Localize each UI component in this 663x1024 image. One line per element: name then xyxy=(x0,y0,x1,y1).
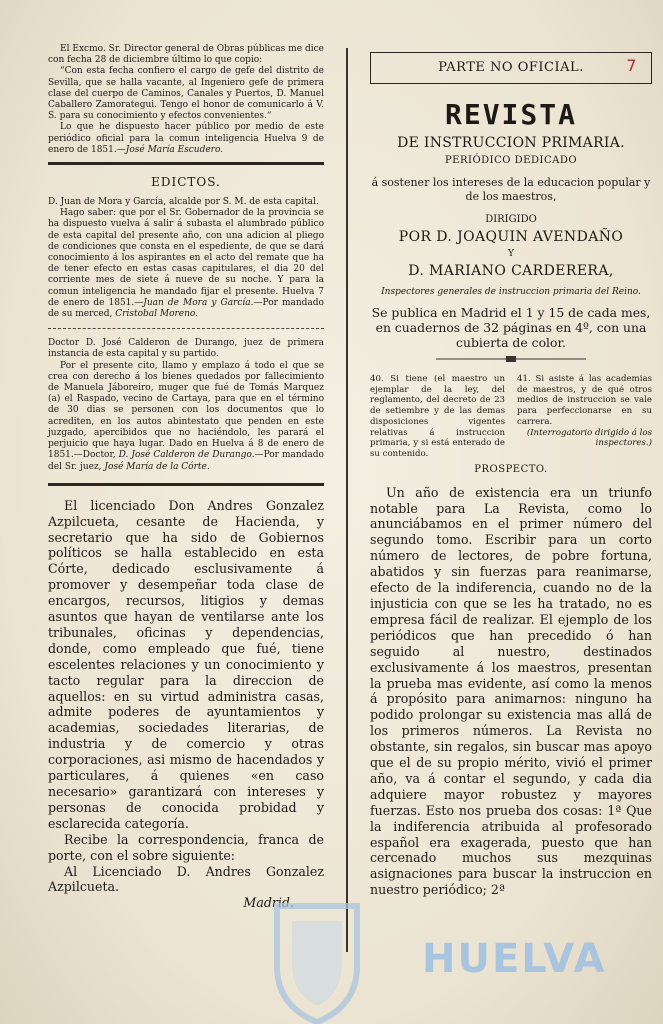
edicto-2 xyxy=(48,338,324,472)
inspectores-line: Inspectores generales de instruccion primaria del Reino. xyxy=(381,287,641,297)
signature: Cristobal Moreno. xyxy=(115,309,199,320)
rule xyxy=(48,162,324,165)
rule xyxy=(48,483,324,486)
prospecto-body: Un año de existencia era un triunfo notable para La Revista, como lo anunciábamos en el primer número del segundo tomo. Escribir para un corto número de lectores, de pobre fortuna, abatidos y sin fuerzas para reanimarse, efecto de la indiferencia, cuando no de la injusticia con que se les ha tratado, no es empresa fácil de realizar. El ejemplo de los periódicos que han precedido ó han seguido al nuestro, destinados exclusivamente á los maestros, presentan la prueba mas evidente, así como la menos á propósito para animarnos: ninguno ha podido prolongar su existencia mas allá de los primeros números. La Revista no obstante, sin regalos, sin buscar mas apoyo que el de su propio mérito, vivió el primer año, va á contar el segundo, y cada dia adquiere mayor robustez y mayores fuerzas. Esto nos prueba dos cosas: 1ª Que la indiferencia atribuida al profesorado español era exagerada, puesto que han cercenado muchos sus mezquinas asignaciones para buscar la instruccion en nuestro periódico; 2ª xyxy=(370,484,652,898)
prospecto-heading: PROSPECTO. xyxy=(474,463,548,475)
question-note: (Interrogatorio dirigido á los inspectores.) xyxy=(526,427,652,449)
editor-name: POR D. JOAQUIN AVENDAÑO xyxy=(398,229,624,245)
edicto-header: Doctor D. José Calderon de Durango, juez de primera instancia de esta capital y su partido. xyxy=(48,338,324,360)
oficio-paragraph: El Excmo. Sr. Director general de Obras públicas me dice con fecha 28 de diciembre último lo que copio: xyxy=(48,44,324,66)
left-column xyxy=(48,44,324,911)
anuncio-paragraph: Al Licenciado D. Andres Gonzalez Azpilcueta. xyxy=(48,863,324,895)
ornament-divider xyxy=(370,355,652,366)
signature: José María de la Córte. xyxy=(104,461,210,472)
parte-no-oficial-box xyxy=(370,52,652,84)
oficio-block xyxy=(48,44,324,156)
editor-name: D. MARIANO CARDERERA, xyxy=(408,263,614,279)
anuncio-paragraph: El licenciado Don Andres Gonzalez Azpilcueta, cesante de Hacienda, y secretario que ha sido de Gobiernos políticos se halla establecido en esta Córte, dedicado esclusivamente á promover y desempeñar toda clase de encargos, recursos, litigios y demas asuntos que hayan de ventilarse ante los tribunales, oficinas y dependencias, donde, como empleado que fué, tiene escelentes relaciones y un conocimiento y tacto regular para la direccion de aquellos: en su virtud administra casas, admite poderes de ayuntamientos y academias, sociedades literarias, de industria y de comercio y otras corporaciones, asi mismo de hacendados y particulares, á quienes «en caso necesario» garantizará con intereses y personas de conocida probidad y esclarecida categoría. xyxy=(48,497,324,831)
oficio-paragraph: Lo que he dispuesto hacer público por medio de este periódico oficial para la comun inteligencia Huelva 9 de enero de 1851.—José María Escudero. xyxy=(48,122,324,155)
edicto-header: D. Juan de Mora y García, alcalde por S. M. de esta capital. xyxy=(48,197,319,208)
edictos-heading: EDICTOS. xyxy=(151,175,221,190)
watermark-text: HUELVA xyxy=(422,936,607,982)
question-41: 41. Si asiste á las academias de maestros, y de qué otros medios de instruccion se vale para perfeccionarse en su carrera. (Interrogatorio dirigido á los inspectores.) xyxy=(517,374,652,449)
oficio-paragraph: “Con esta fecha confiero el cargo de gefe del distrito de Sevilla, que se halla vacante, al Ingeniero gefe de primera clase del cuerpo de Caminos, Canales y Puertos, D. Manuel Caballero Zamorategui. Tengo el honor de comunicarlo á V. S. para su conocimiento y efectos convenientes.“ xyxy=(48,66,324,122)
anuncio-paragraph: Recibe la correspondencia, franca de porte, con el sobre siguiente: xyxy=(48,831,324,863)
masthead-subtitle: DE INSTRUCCION PRIMARIA. xyxy=(397,135,625,151)
rule xyxy=(48,328,324,330)
right-column xyxy=(370,52,652,898)
ornament-icon xyxy=(436,355,586,363)
dedicado: PERIÓDICO DEDICADO xyxy=(444,155,578,166)
question-40: 40. Si tiene (el maestro un ejemplar de la ley, del reglamento, del decreto de 23 de setiembre y de las demas disposiciones vigentes relativas á instruccion primaria, y si está enterado de su contenido. xyxy=(370,374,505,459)
dirigido: DIRIGIDO xyxy=(485,214,537,225)
edicto-paragraph: Hago saber: que por el Sr. Gobernador de la provincia se ha dispuesto vuelva á salir á subasta el alumbrado público de esta capital del presente año, con una adicion al pliego de condiciones que consta en el espediente, de que se dará conocimiento á los aspirantes en el acto del remate que ha de tener efecto en estas casas capitulares, el dia 20 del corriente mes de siete á nueve de su noche. Y para la comun inteligencia he mandado fijar el presente. Huelva 7 de enero de 1851.—Juan de Mora y García.—Por mandado de su merced, Cristobal Moreno. xyxy=(48,208,324,320)
publication-info: Se publica en Madrid el 1 y 15 de cada mes, en cuadernos de 32 páginas en 4º, con una cubierta de color. xyxy=(371,305,651,350)
edicto-1 xyxy=(48,197,324,320)
coat-of-arms-icon xyxy=(262,886,372,1024)
anuncio xyxy=(48,498,324,912)
signature: D. José Calderon de Durango. xyxy=(118,450,255,461)
signature: José María Escudero. xyxy=(125,144,224,155)
interrogatorio xyxy=(370,374,652,460)
conjunction: Y xyxy=(508,249,514,259)
edicto-paragraph: Por el presente cito, llamo y emplazo á todo el que se crea con derecho á los bienes quedados por fallecimiento de Manuela Jáboreiro, muger que fué de Tomás Marquez (a) el Raspado, vecino de Cartaya, para que en el término de 30 dias se personen con los documentos que lo acrediten, en los autos abintestato que penden en este juzgado, apercibidos que no haciéndolo, les parará el perjuicio que haya lugar. Dado en Huelva á 8 de enero de 1851.—Doctor, D. José Calderon de Durango.—Por mandado del Sr. juez, José María de la Córte. xyxy=(48,360,324,472)
anuncio-place: Madrid. xyxy=(243,895,294,911)
page-number: 7 xyxy=(626,56,637,75)
library-watermark xyxy=(262,886,663,1024)
column-divider xyxy=(346,48,348,952)
signature: Juan de Mora y García. xyxy=(143,297,254,308)
section-label: PARTE NO OFICIAL. xyxy=(438,60,584,75)
masthead: REVISTA xyxy=(444,98,577,131)
purpose: á sostener los intereses de la educacion popular y de los maestros, xyxy=(371,176,651,203)
